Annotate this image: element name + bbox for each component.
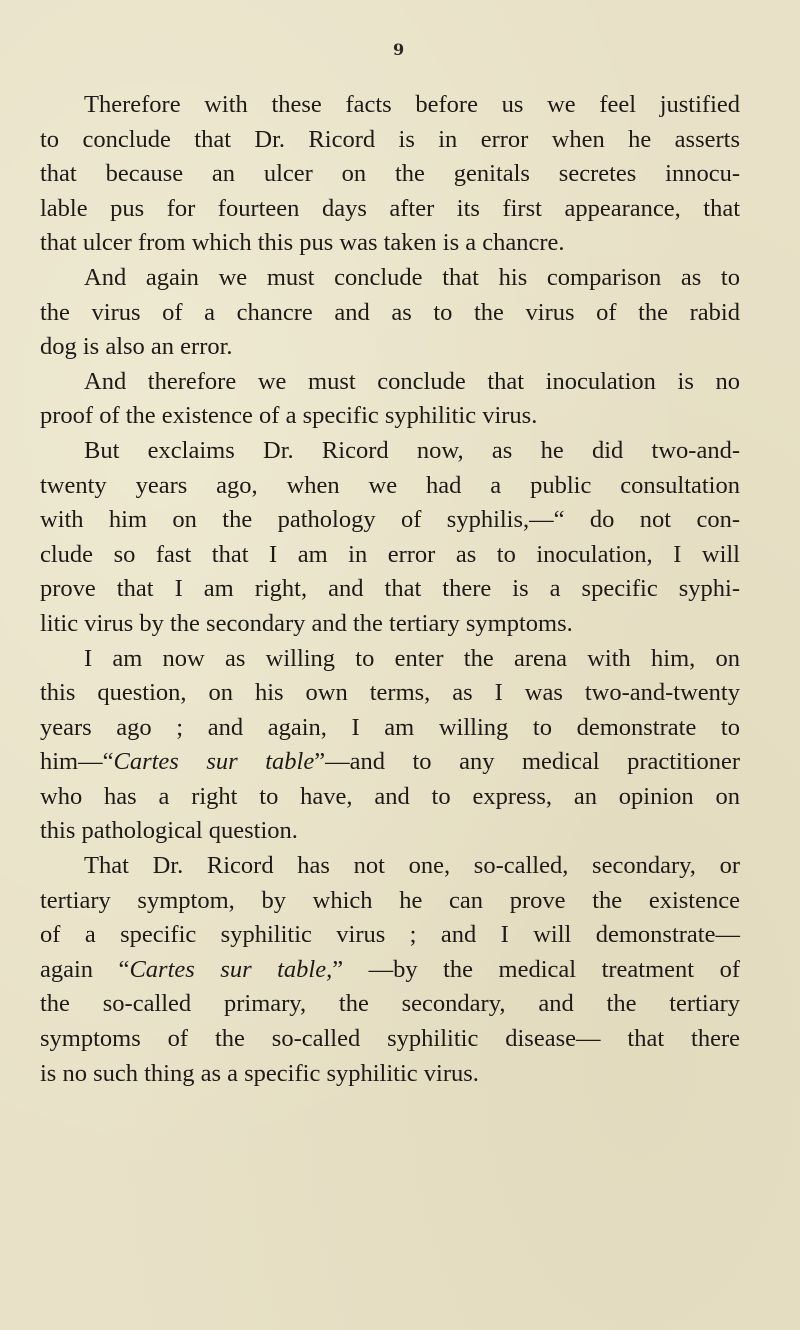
text-line: tertiary symptom, by which he can prove the existence	[40, 886, 740, 914]
text-line: prove that I am right, and that there is a specific syphi-	[40, 575, 740, 603]
paragraph-4	[40, 434, 740, 642]
text-line: of a specific syphilitic virus ; and I will demonstrate—	[40, 921, 740, 949]
text-line: the so-called primary, the secondary, and the tertiary	[40, 990, 740, 1018]
text-line: years ago ; and again, I am willing to demonstrate to	[40, 713, 740, 741]
text-run: ” —by the medical treatment of	[332, 955, 740, 983]
text-run: again “	[40, 955, 130, 983]
text-line: is no such thing as a specific syphilitic virus.	[40, 1059, 479, 1087]
text-line	[40, 953, 740, 988]
text-line: to conclude that Dr. Ricord is in error when he asserts	[40, 125, 740, 153]
text-line: with him on the pathology of syphilis,—“ do not con-	[40, 506, 740, 534]
text-line: dog is also an error.	[40, 333, 233, 361]
paragraph-3	[40, 365, 740, 434]
text-run: ”—and to any medical practitioner	[314, 748, 740, 776]
italic-phrase: Cartes sur table,	[129, 955, 333, 983]
text-line: clude so fast that I am in error as to inoculation, I will	[40, 540, 740, 568]
text-line: lable pus for fourteen days after its first appearance, that	[40, 194, 740, 222]
italic-phrase: Cartes sur table	[113, 748, 315, 776]
text-line: that because an ulcer on the genitals secretes innocu-	[40, 160, 740, 188]
text-line	[40, 745, 740, 780]
text-line: But exclaims Dr. Ricord now, as he did two-and-	[84, 436, 740, 464]
text-line: symptoms of the so-called syphilitic disease— that there	[40, 1025, 740, 1053]
text-line: I am now as willing to enter the arena with him, on	[84, 644, 740, 672]
text-line: this question, on his own terms, as I was two-and-twenty	[40, 679, 740, 707]
text-line: proof of the existence of a specific syphilitic virus.	[40, 402, 538, 430]
text-line: And therefore we must conclude that inoculation is no	[84, 367, 740, 395]
paragraph-2	[40, 261, 740, 365]
text-line: Therefore with these facts before us we feel justified	[84, 91, 740, 118]
page-number: 9	[393, 40, 405, 59]
text-line: litic virus by the secondary and the tertiary symptoms.	[40, 609, 573, 637]
paragraph-1	[40, 88, 740, 261]
text-line: twenty years ago, when we had a public consultation	[40, 471, 740, 499]
text-line: That Dr. Ricord has not one, so-called, secondary, or	[84, 852, 740, 880]
text-line: that ulcer from which this pus was taken is a chancre.	[40, 229, 565, 257]
text-line: the virus of a chancre and as to the virus of the rabid	[40, 298, 740, 326]
text-line: And again we must conclude that his comparison as to	[84, 263, 740, 291]
text-run: him—“	[40, 748, 114, 776]
text-line: who has a right to have, and to express, an opinion on	[40, 782, 740, 810]
body-text	[40, 88, 740, 1091]
text-line: this pathological question.	[40, 817, 298, 845]
paragraph-6	[40, 849, 740, 1091]
paragraph-5	[40, 642, 740, 850]
